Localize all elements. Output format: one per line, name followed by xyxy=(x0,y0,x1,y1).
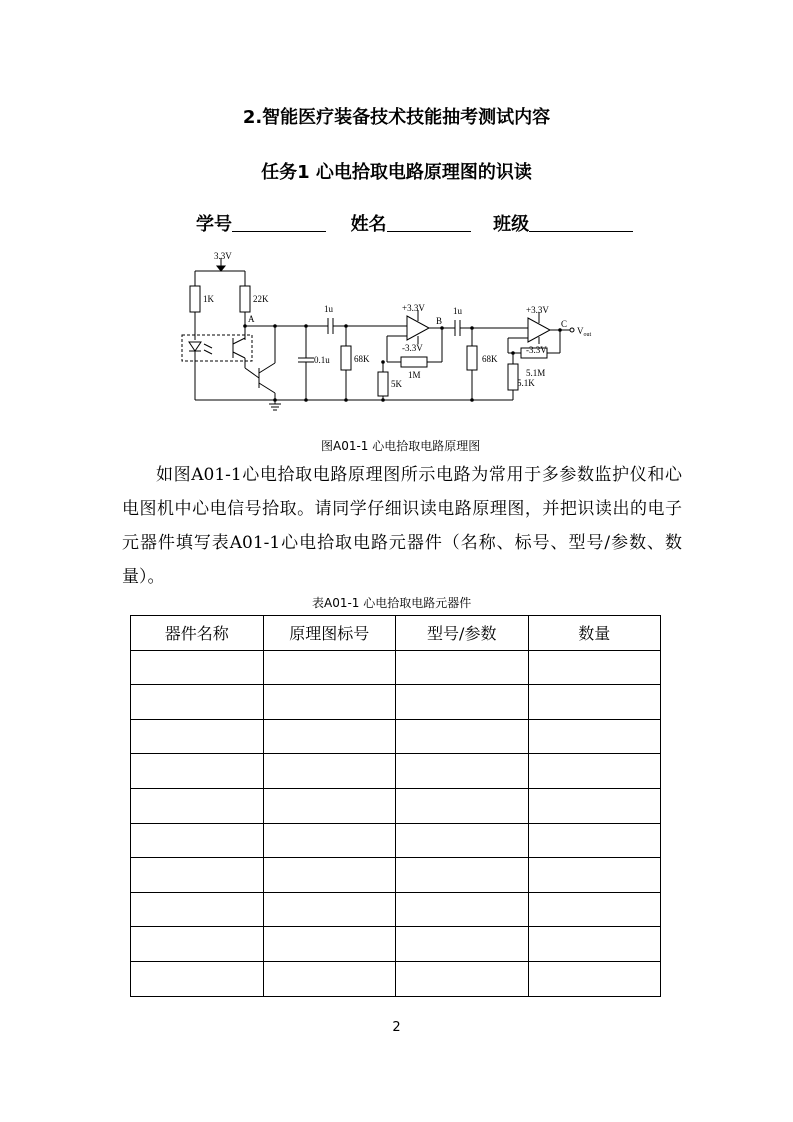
student-info-line xyxy=(196,210,633,236)
answer-cell[interactable] xyxy=(396,961,529,996)
table-row xyxy=(131,650,661,685)
answer-cell[interactable] xyxy=(396,788,529,823)
answer-cell[interactable] xyxy=(131,858,264,893)
answer-cell[interactable] xyxy=(528,927,661,962)
label-op1-neg: -3.3V xyxy=(402,343,423,353)
table-body xyxy=(131,650,661,996)
label-op1-pos: +3.3V xyxy=(402,303,425,313)
component-table xyxy=(130,615,661,997)
label-node-b: B xyxy=(436,316,443,326)
instruction-paragraph xyxy=(122,458,682,594)
answer-cell[interactable] xyxy=(263,927,396,962)
answer-cell[interactable] xyxy=(131,961,264,996)
name-label: 姓名 xyxy=(350,214,387,235)
answer-cell[interactable] xyxy=(131,927,264,962)
answer-cell[interactable] xyxy=(396,858,529,893)
answer-cell[interactable] xyxy=(528,685,661,720)
table-row xyxy=(131,788,661,823)
label-r-22k: 22K xyxy=(253,294,269,304)
answer-cell[interactable] xyxy=(263,788,396,823)
table-row xyxy=(131,754,661,789)
label-r-1k: 1K xyxy=(203,294,214,304)
student-no-blank[interactable] xyxy=(232,213,326,232)
label-r-51k: 5.1K xyxy=(517,378,535,388)
answer-cell[interactable] xyxy=(528,892,661,927)
answer-cell[interactable] xyxy=(528,719,661,754)
answer-cell[interactable] xyxy=(396,685,529,720)
label-node-a: A xyxy=(248,314,255,324)
label-c-01u: 0.1u xyxy=(314,355,330,365)
answer-cell[interactable] xyxy=(131,650,264,685)
label-r-68k-a: 68K xyxy=(354,354,370,364)
answer-cell[interactable] xyxy=(396,892,529,927)
answer-cell[interactable] xyxy=(528,858,661,893)
class-blank[interactable] xyxy=(529,213,633,232)
label-r-51m: 5.1M xyxy=(526,368,546,378)
label-r-1m: 1M xyxy=(408,370,421,380)
answer-cell[interactable] xyxy=(263,650,396,685)
table-row xyxy=(131,858,661,893)
answer-cell[interactable] xyxy=(396,823,529,858)
label-op2-pos: +3.3V xyxy=(526,305,549,315)
label-op2-neg: -3.3V xyxy=(526,345,547,355)
answer-cell[interactable] xyxy=(396,719,529,754)
student-no-label: 学号 xyxy=(196,214,232,235)
answer-cell[interactable] xyxy=(263,892,396,927)
answer-cell[interactable] xyxy=(263,685,396,720)
label-vout-sub: out xyxy=(583,332,592,338)
task-title: 任务1 心电拾取电路原理图的识读 xyxy=(261,162,532,183)
page-number: 2 xyxy=(392,1020,401,1035)
name-blank[interactable] xyxy=(387,213,471,232)
table-row xyxy=(131,927,661,962)
answer-cell[interactable] xyxy=(131,754,264,789)
table-row xyxy=(131,892,661,927)
instruction-text: 如图A01-1心电拾取电路原理图所示电路为常用于多参数监护仪和心电图机中心电信号拾取。请同学仔细识读电路原理图，并把识读出的电子元器件填写表A01-1心电拾取电路元器件（名称、标号、型号/参数、数量）。 xyxy=(122,465,682,587)
figure-caption: 图A01-1 心电拾取电路原理图 xyxy=(321,439,481,453)
table-caption: 表A01-1 心电拾取电路元器件 xyxy=(312,596,472,610)
header-component-name: 器件名称 xyxy=(131,616,264,651)
answer-cell[interactable] xyxy=(396,754,529,789)
header-schematic-ref: 原理图标号 xyxy=(263,616,396,651)
answer-cell[interactable] xyxy=(528,650,661,685)
class-label: 班级 xyxy=(493,214,530,235)
answer-cell[interactable] xyxy=(263,858,396,893)
answer-cell[interactable] xyxy=(131,823,264,858)
document-heading: 2.智能医疗装备技术技能抽考测试内容 xyxy=(242,107,551,128)
table-row xyxy=(131,719,661,754)
table-row xyxy=(131,685,661,720)
table-row xyxy=(131,961,661,996)
table-header-row xyxy=(131,616,661,651)
label-c-1u-a: 1u xyxy=(324,304,333,314)
answer-cell[interactable] xyxy=(131,892,264,927)
answer-cell[interactable] xyxy=(396,927,529,962)
ecg-pickup-schematic xyxy=(178,250,592,415)
label-vcc: 3.3V xyxy=(214,251,232,261)
answer-cell[interactable] xyxy=(528,961,661,996)
answer-cell[interactable] xyxy=(528,823,661,858)
label-r-5k: 5K xyxy=(391,379,402,389)
answer-cell[interactable] xyxy=(263,719,396,754)
answer-cell[interactable] xyxy=(528,788,661,823)
header-model-param: 型号/参数 xyxy=(396,616,529,651)
label-c-1u-b: 1u xyxy=(453,306,462,316)
table-row xyxy=(131,823,661,858)
label-vout-main: V xyxy=(577,326,584,336)
header-quantity: 数量 xyxy=(528,616,661,651)
label-node-c: C xyxy=(561,319,568,329)
answer-cell[interactable] xyxy=(263,754,396,789)
answer-cell[interactable] xyxy=(528,754,661,789)
answer-cell[interactable] xyxy=(263,823,396,858)
answer-cell[interactable] xyxy=(263,961,396,996)
answer-cell[interactable] xyxy=(131,788,264,823)
label-vout xyxy=(577,326,592,338)
answer-cell[interactable] xyxy=(131,719,264,754)
label-r-68k-b: 68K xyxy=(482,354,498,364)
answer-cell[interactable] xyxy=(131,685,264,720)
answer-cell[interactable] xyxy=(396,650,529,685)
